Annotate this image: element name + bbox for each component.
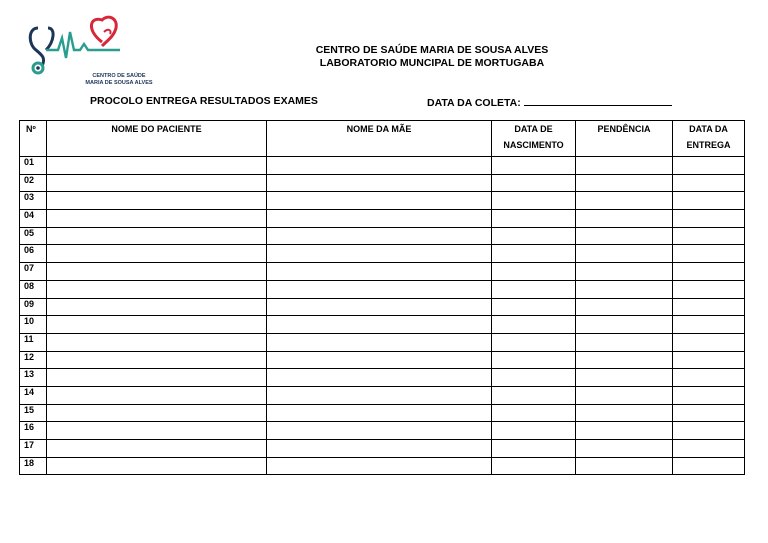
- collection-date-label: DATA DA COLETA:: [427, 97, 521, 109]
- birth-date-cell[interactable]: [492, 210, 576, 228]
- mother-name-cell[interactable]: [267, 210, 492, 228]
- mother-name-cell[interactable]: [267, 422, 492, 440]
- birth-date-cell[interactable]: [492, 333, 576, 351]
- mother-name-cell[interactable]: [267, 192, 492, 210]
- table-row: [20, 333, 745, 351]
- patient-name-cell[interactable]: [47, 298, 267, 316]
- delivery-date-cell[interactable]: [673, 316, 745, 334]
- table-row: [20, 227, 745, 245]
- patient-name-cell[interactable]: [47, 440, 267, 458]
- table-header-row: [20, 121, 745, 157]
- pending-cell[interactable]: [576, 245, 673, 263]
- patient-name-cell[interactable]: [47, 457, 267, 475]
- table-row: [20, 192, 745, 210]
- delivery-table: [19, 120, 745, 475]
- birth-date-cell[interactable]: [492, 245, 576, 263]
- mother-name-cell[interactable]: [267, 440, 492, 458]
- birth-date-cell[interactable]: [492, 351, 576, 369]
- row-number: 14: [20, 386, 47, 404]
- pending-cell[interactable]: [576, 316, 673, 334]
- lab-name: LABORATORIO MUNCIPAL DE MORTUGABA: [319, 57, 545, 69]
- delivery-date-cell[interactable]: [673, 298, 745, 316]
- birth-date-cell[interactable]: [492, 174, 576, 192]
- table-row: [20, 386, 745, 404]
- delivery-date-cell[interactable]: [673, 386, 745, 404]
- pending-cell[interactable]: [576, 280, 673, 298]
- patient-name-cell[interactable]: [47, 316, 267, 334]
- health-center-logo: [24, 10, 153, 86]
- pending-cell[interactable]: [576, 174, 673, 192]
- header-mother-name: NOME DA MÃE: [267, 121, 492, 157]
- patient-name-cell[interactable]: [47, 227, 267, 245]
- collection-date-field: [427, 95, 672, 109]
- birth-date-cell[interactable]: [492, 386, 576, 404]
- row-number: 12: [20, 351, 47, 369]
- birth-date-cell[interactable]: [492, 369, 576, 387]
- pending-cell[interactable]: [576, 369, 673, 387]
- patient-name-cell[interactable]: [47, 280, 267, 298]
- header-pending: PENDÊNCIA: [576, 121, 673, 157]
- logo-line-2: MARIA DE SOUSA ALVES: [85, 79, 153, 86]
- table-row: [20, 351, 745, 369]
- header-delivery-line2: ENTREGA: [686, 140, 731, 150]
- mother-name-cell[interactable]: [267, 404, 492, 422]
- birth-date-cell[interactable]: [492, 263, 576, 281]
- birth-date-cell[interactable]: [492, 298, 576, 316]
- header-delivery-date: [673, 121, 745, 157]
- row-number: 06: [20, 245, 47, 263]
- row-number: 10: [20, 316, 47, 334]
- delivery-date-cell[interactable]: [673, 280, 745, 298]
- table-row: [20, 457, 745, 475]
- row-number: 09: [20, 298, 47, 316]
- patient-name-cell[interactable]: [47, 404, 267, 422]
- row-number: 01: [20, 157, 47, 175]
- mother-name-cell[interactable]: [267, 263, 492, 281]
- patient-name-cell[interactable]: [47, 157, 267, 175]
- birth-date-cell[interactable]: [492, 422, 576, 440]
- delivery-date-cell[interactable]: [673, 157, 745, 175]
- pending-cell[interactable]: [576, 157, 673, 175]
- mother-name-cell[interactable]: [267, 280, 492, 298]
- header-patient-name: NOME DO PACIENTE: [47, 121, 267, 157]
- pending-cell[interactable]: [576, 210, 673, 228]
- pending-cell[interactable]: [576, 333, 673, 351]
- patient-name-cell[interactable]: [47, 192, 267, 210]
- mother-name-cell[interactable]: [267, 298, 492, 316]
- table-row: [20, 422, 745, 440]
- row-number: 13: [20, 369, 47, 387]
- row-number: 16: [20, 422, 47, 440]
- mother-name-cell[interactable]: [267, 157, 492, 175]
- row-number: 11: [20, 333, 47, 351]
- birth-date-cell[interactable]: [492, 192, 576, 210]
- patient-name-cell[interactable]: [47, 369, 267, 387]
- row-number: 08: [20, 280, 47, 298]
- header-number: Nº: [20, 121, 47, 157]
- pending-cell[interactable]: [576, 422, 673, 440]
- delivery-date-cell[interactable]: [673, 192, 745, 210]
- birth-date-cell[interactable]: [492, 457, 576, 475]
- delivery-date-cell[interactable]: [673, 263, 745, 281]
- table-row: [20, 369, 745, 387]
- stethoscope-heart-icon: [24, 10, 134, 80]
- patient-name-cell[interactable]: [47, 351, 267, 369]
- delivery-date-cell[interactable]: [673, 333, 745, 351]
- delivery-date-cell[interactable]: [673, 440, 745, 458]
- pending-cell[interactable]: [576, 263, 673, 281]
- delivery-date-cell[interactable]: [673, 351, 745, 369]
- row-number: 04: [20, 210, 47, 228]
- mother-name-cell[interactable]: [267, 457, 492, 475]
- pending-cell[interactable]: [576, 440, 673, 458]
- pending-cell[interactable]: [576, 298, 673, 316]
- delivery-date-cell[interactable]: [673, 245, 745, 263]
- table-row: [20, 210, 745, 228]
- mother-name-cell[interactable]: [267, 227, 492, 245]
- birth-date-cell[interactable]: [492, 440, 576, 458]
- patient-name-cell[interactable]: [47, 386, 267, 404]
- table-row: [20, 263, 745, 281]
- birth-date-cell[interactable]: [492, 316, 576, 334]
- pending-cell[interactable]: [576, 386, 673, 404]
- table-row: [20, 280, 745, 298]
- table-row: [20, 404, 745, 422]
- organization-header: [250, 44, 614, 70]
- row-number: 03: [20, 192, 47, 210]
- protocol-title: PROCOLO ENTREGA RESULTADOS EXAMES: [90, 95, 318, 107]
- delivery-date-cell[interactable]: [673, 227, 745, 245]
- pending-cell[interactable]: [576, 192, 673, 210]
- logo-line-1: CENTRO DE SAÚDE: [92, 73, 146, 79]
- birth-date-cell[interactable]: [492, 280, 576, 298]
- patient-name-cell[interactable]: [47, 422, 267, 440]
- row-number: 05: [20, 227, 47, 245]
- patient-name-cell[interactable]: [47, 333, 267, 351]
- org-name: CENTRO DE SAÚDE MARIA DE SOUSA ALVES: [315, 44, 549, 56]
- delivery-date-cell[interactable]: [673, 422, 745, 440]
- mother-name-cell[interactable]: [267, 333, 492, 351]
- row-number: 18: [20, 457, 47, 475]
- delivery-date-cell[interactable]: [673, 404, 745, 422]
- pending-cell[interactable]: [576, 457, 673, 475]
- mother-name-cell[interactable]: [267, 316, 492, 334]
- row-number: 15: [20, 404, 47, 422]
- header-birth-line2: NASCIMENTO: [503, 140, 564, 150]
- table-row: [20, 174, 745, 192]
- header-birth-date: [492, 121, 576, 157]
- pending-cell[interactable]: [576, 351, 673, 369]
- header-delivery-line1: DATA DA: [689, 124, 728, 134]
- delivery-date-cell[interactable]: [673, 210, 745, 228]
- birth-date-cell[interactable]: [492, 157, 576, 175]
- mother-name-cell[interactable]: [267, 369, 492, 387]
- header-birth-line1: DATA DE: [514, 124, 553, 134]
- table-row: [20, 157, 745, 175]
- row-number: 02: [20, 174, 47, 192]
- pending-cell[interactable]: [576, 227, 673, 245]
- mother-name-cell[interactable]: [267, 174, 492, 192]
- patient-name-cell[interactable]: [47, 210, 267, 228]
- birth-date-cell[interactable]: [492, 404, 576, 422]
- delivery-date-cell[interactable]: [673, 457, 745, 475]
- delivery-date-cell[interactable]: [673, 369, 745, 387]
- row-number: 07: [20, 263, 47, 281]
- table-row: [20, 298, 745, 316]
- patient-name-cell[interactable]: [47, 245, 267, 263]
- logo-caption: [82, 73, 156, 86]
- patient-name-cell[interactable]: [47, 263, 267, 281]
- table-row: [20, 316, 745, 334]
- mother-name-cell[interactable]: [267, 245, 492, 263]
- pending-cell[interactable]: [576, 404, 673, 422]
- delivery-date-cell[interactable]: [673, 174, 745, 192]
- patient-name-cell[interactable]: [47, 174, 267, 192]
- mother-name-cell[interactable]: [267, 386, 492, 404]
- row-number: 17: [20, 440, 47, 458]
- collection-date-blank[interactable]: [524, 95, 672, 106]
- birth-date-cell[interactable]: [492, 227, 576, 245]
- table-row: [20, 245, 745, 263]
- table-row: [20, 440, 745, 458]
- mother-name-cell[interactable]: [267, 351, 492, 369]
